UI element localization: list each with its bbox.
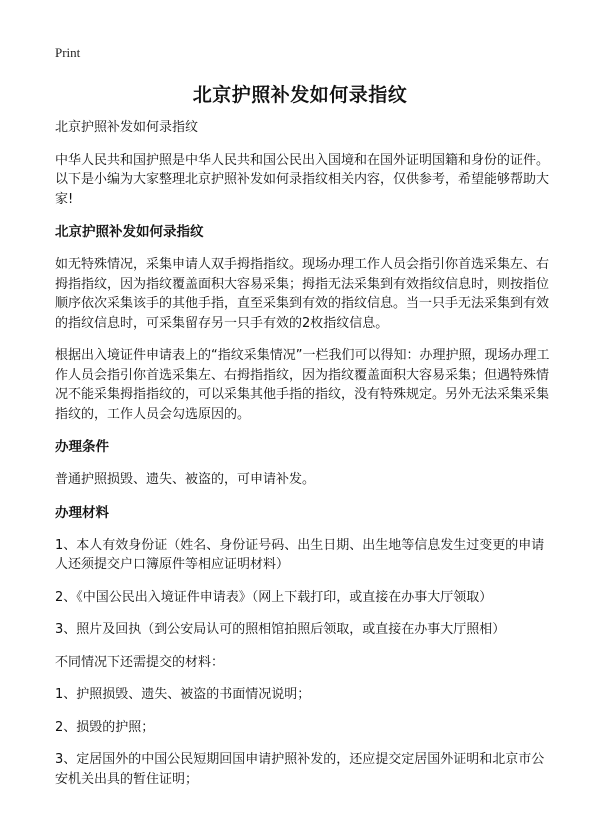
section-heading-conditions: 办理条件: [55, 439, 109, 455]
conditions-paragraph: 普通护照损毁、遗失、被盗的，可申请补发。: [55, 472, 316, 487]
extra-material-item: 1、护照损毁、遗失、被盗的书面情况说明；: [55, 687, 311, 702]
extra-material-item: 2、损毁的护照；: [55, 719, 155, 735]
page-title: 北京护照补发如何录指纹: [192, 84, 408, 106]
intro-paragraph: 中华人民共和国护照是中华人民共和国公民出入国境和在国外证明国籍和身份的证件。以下是小编为大家整理北京护照补发如何录指纹相关内容，仅供参考，希望能够帮助大家!: [55, 152, 550, 207]
material-item: 3、照片及回执（到公安局认可的照相馆拍照后领取，或直接在办事大厅照相）: [55, 622, 506, 637]
article-subtitle: 北京护照补发如何录指纹: [55, 120, 199, 135]
section-heading-fingerprint: 北京护照补发如何录指纹: [55, 224, 204, 240]
fingerprint-paragraph-1: 如无特殊情况，采集申请人双手拇指指纹。现场办理工作人员会指引你首选采集左、右拇指指纹，因为指纹覆盖面积大容易采集；拇指无法采集到有效指纹信息时，则按指位顺序依次采集该手的其他手指，直至采集到有效的指纹信息。当一只手无法采集到有效的指纹信息时，可采集留存另一只手有效的2枚指纹信息。: [55, 257, 550, 331]
material-item: 1、本人有效身份证（姓名、身份证号码、出生日期、出生地等信息发生过变更的申请人还须提交户口簿原件等相应证明材料）: [55, 537, 545, 572]
article-body: [55, 118, 555, 802]
fingerprint-paragraph-2: 根据出入境证件申请表上的“指纹采集情况”一栏我们可以得知：办理护照，现场办理工作人员会指引你首选采集左、右拇指指纹，因为指纹覆盖面积大容易采集；但遇特殊情况不能采集拇指指纹的，可以采集其他手指的指纹，没有特殊规定。另外无法采集采集指纹的，工作人员会勾选原因的。: [55, 348, 550, 422]
extra-materials-heading: 不同情况下还需提交的材料：: [55, 654, 225, 670]
section-heading-materials: 办理材料: [55, 504, 109, 521]
print-link[interactable]: Print: [55, 45, 81, 60]
extra-material-item: 3、定居国外的中国公民短期回国申请护照补发的，还应提交定居国外证明和北京市公安机关出具的暂住证明；: [55, 752, 545, 787]
material-item: 2、《中国公民出入境证件申请表》（网上下载打印，或直接在办事大厅领取）: [55, 589, 493, 605]
